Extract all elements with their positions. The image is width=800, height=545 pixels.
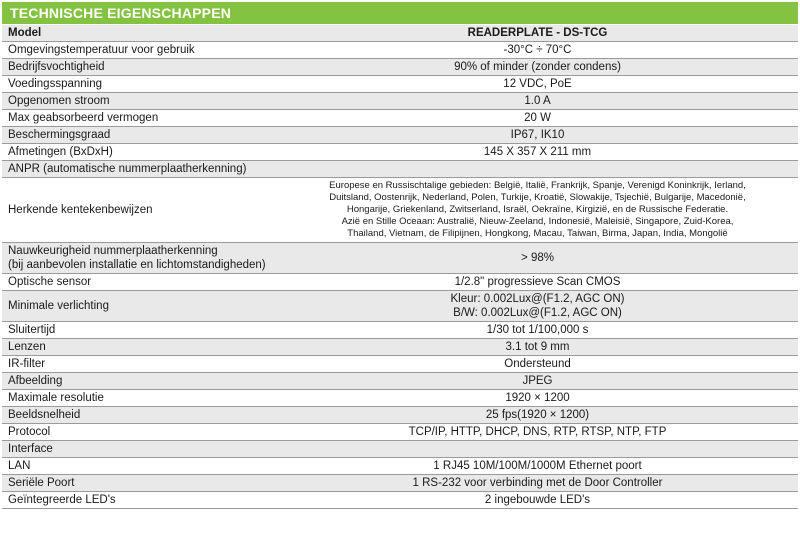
table-row bbox=[2, 93, 798, 110]
row-label-multiline bbox=[2, 243, 277, 274]
table-row bbox=[2, 144, 798, 161]
row-label: Geïntegreerde LED's bbox=[2, 492, 277, 509]
table-row bbox=[2, 373, 798, 390]
row-value: 1/30 tot 1/100,000 s bbox=[277, 322, 798, 339]
table-row bbox=[2, 291, 798, 322]
table-row bbox=[2, 322, 798, 339]
row-label: Bedrijfsvochtigheid bbox=[2, 59, 277, 76]
table-row bbox=[2, 110, 798, 127]
row-value: 145 X 357 X 211 mm bbox=[277, 144, 798, 161]
row-label-line: (bij aanbevolen installatie en lichtomstandigheden) bbox=[8, 259, 266, 271]
row-label: Beschermingsgraad bbox=[2, 127, 277, 144]
row-value: 1920 × 1200 bbox=[277, 390, 798, 407]
row-label: Max geabsorbeerd vermogen bbox=[2, 110, 277, 127]
row-label: Afbeelding bbox=[2, 373, 277, 390]
row-label: Beeldsnelheid bbox=[2, 407, 277, 424]
row-value bbox=[277, 441, 798, 458]
row-label: Herkende kentekenbewijzen bbox=[2, 178, 277, 243]
table-row bbox=[2, 441, 798, 458]
table-row bbox=[2, 76, 798, 93]
table-row bbox=[2, 424, 798, 441]
table-row bbox=[2, 161, 798, 178]
table-row bbox=[2, 475, 798, 492]
table-row bbox=[2, 42, 798, 59]
table-row bbox=[2, 274, 798, 291]
row-label: Minimale verlichting bbox=[2, 291, 277, 322]
row-value: 1 RJ45 10M/100M/1000M Ethernet poort bbox=[277, 458, 798, 475]
row-value: -30°C ÷ 70°C bbox=[277, 42, 798, 59]
column-label: Model bbox=[2, 25, 277, 42]
table-row bbox=[2, 59, 798, 76]
row-value bbox=[277, 161, 798, 178]
table-row bbox=[2, 390, 798, 407]
row-value: 90% of minder (zonder condens) bbox=[277, 59, 798, 76]
row-label: Omgevingstemperatuur voor gebruik bbox=[2, 42, 277, 59]
row-value: 1/2.8" progressieve Scan CMOS bbox=[277, 274, 798, 291]
table-row bbox=[2, 339, 798, 356]
row-value: > 98% bbox=[277, 243, 798, 274]
row-label-line: Nauwkeurigheid nummerplaatherkenning bbox=[8, 245, 218, 257]
section-header bbox=[2, 2, 798, 24]
row-label: Maximale resolutie bbox=[2, 390, 277, 407]
row-label: Opgenomen stroom bbox=[2, 93, 277, 110]
table-row bbox=[2, 356, 798, 373]
model-value: READERPLATE - DS-TCG bbox=[277, 25, 798, 42]
plate-regions-line: Duitsland, Oostenrijk, Nederland, Polen, Turkije, Kroatië, Slowakije, Tsjechië, Bulgarije, Macedonië, bbox=[329, 192, 746, 203]
row-value: TCP/IP, HTTP, DHCP, DNS, RTP, RTSP, NTP, FTP bbox=[277, 424, 798, 441]
row-label: Interface bbox=[2, 441, 277, 458]
specifications-table bbox=[2, 25, 798, 509]
row-label: IR-filter bbox=[2, 356, 277, 373]
row-label: LAN bbox=[2, 458, 277, 475]
row-value-multiline bbox=[277, 178, 798, 243]
table-row bbox=[2, 178, 798, 243]
plate-regions-line: Thailand, Vietnam, de Filipijnen, Hongkong, Macau, Taiwan, Birma, Japan, India, Mongolië bbox=[347, 228, 728, 239]
row-value-line: B/W: 0.002Lux@(F1.2, AGC ON) bbox=[453, 307, 622, 319]
row-label: Lenzen bbox=[2, 339, 277, 356]
row-label: Voedingsspanning bbox=[2, 76, 277, 93]
table-row bbox=[2, 492, 798, 509]
table-row bbox=[2, 407, 798, 424]
row-label: Sluitertijd bbox=[2, 322, 277, 339]
row-value: 2 ingebouwde LED's bbox=[277, 492, 798, 509]
row-value: 1.0 A bbox=[277, 93, 798, 110]
row-label: Protocol bbox=[2, 424, 277, 441]
row-label: Afmetingen (BxDxH) bbox=[2, 144, 277, 161]
section-title: TECHNISCHE EIGENSCHAPPEN bbox=[10, 5, 232, 21]
row-value-multiline bbox=[277, 291, 798, 322]
plate-regions-line: Hongarije, Griekenland, Zwitserland, Israël, Oekraïne, Kirgizië, en de Russische Federatie. bbox=[346, 204, 729, 215]
table-row bbox=[2, 243, 798, 274]
plate-regions-line: Azië en Stille Oceaan: Australië, Nieuw-Zeeland, Indonesië, Maleisië, Singapore, Zuid-Korea, bbox=[341, 216, 734, 227]
row-label: Seriële Poort bbox=[2, 475, 277, 492]
row-value: JPEG bbox=[277, 373, 798, 390]
table-row bbox=[2, 127, 798, 144]
table-row bbox=[2, 458, 798, 475]
plate-regions-line: Europese en Russischtalige gebieden: België, Italië, Frankrijk, Spanje, Verenigd Koninkrijk, Ierland, bbox=[329, 180, 746, 191]
row-value: IP67, IK10 bbox=[277, 127, 798, 144]
table-header-row bbox=[2, 25, 798, 42]
row-label: Optische sensor bbox=[2, 274, 277, 291]
row-value: 3.1 tot 9 mm bbox=[277, 339, 798, 356]
row-value-line: Kleur: 0.002Lux@(F1.2, AGC ON) bbox=[450, 293, 625, 305]
row-value: 12 VDC, PoE bbox=[277, 76, 798, 93]
row-value: 20 W bbox=[277, 110, 798, 127]
row-value: 1 RS-232 voor verbinding met de Door Controller bbox=[277, 475, 798, 492]
row-value: Ondersteund bbox=[277, 356, 798, 373]
row-value: 25 fps(1920 × 1200) bbox=[277, 407, 798, 424]
row-label: ANPR (automatische nummerplaatherkenning) bbox=[2, 161, 277, 178]
